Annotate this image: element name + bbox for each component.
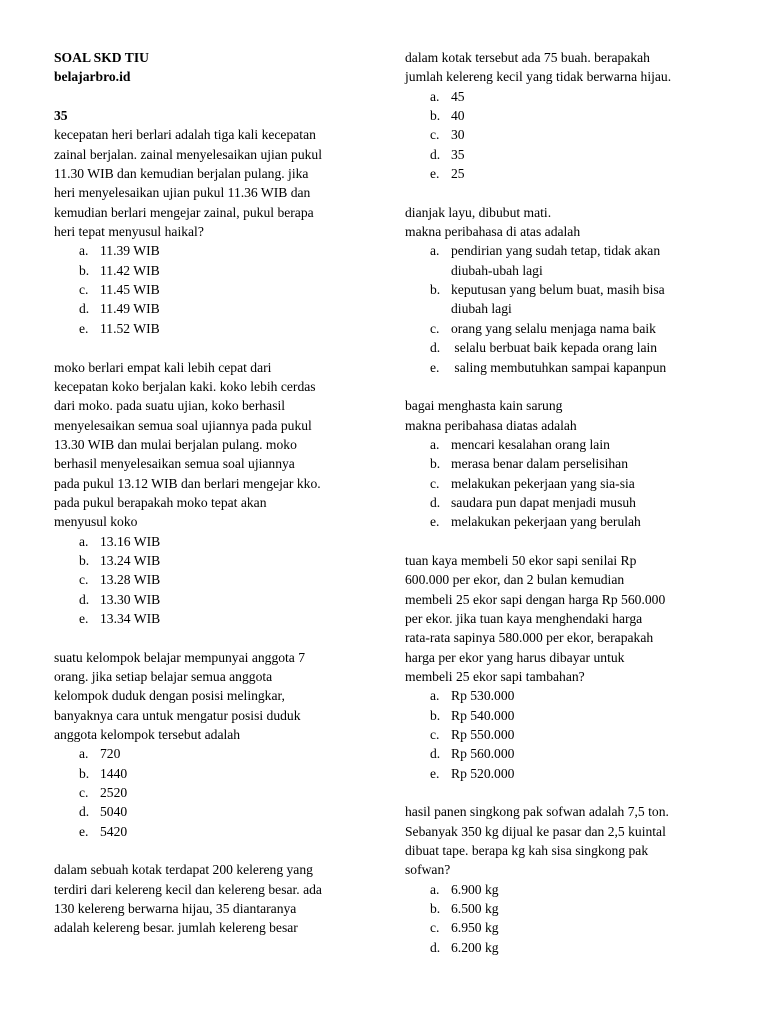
option-text: saling membutuhkan sampai kapanpun bbox=[451, 359, 667, 375]
question-1 bbox=[54, 125, 370, 338]
question-text: dalam sebuah kotak terdapat 200 kelereng yang bbox=[54, 862, 313, 878]
page-number: 35 bbox=[54, 108, 68, 124]
option-label: d. bbox=[79, 301, 90, 317]
question-text: suatu kelompok belajar mempunyai anggota 7 bbox=[54, 649, 306, 665]
option-label: c. bbox=[79, 282, 89, 298]
option-label: e. bbox=[430, 166, 440, 182]
option-text: saudara pun dapat menjadi musuh bbox=[451, 494, 636, 510]
option-label: b. bbox=[79, 765, 90, 781]
option-label: e. bbox=[79, 823, 89, 839]
option-label: c. bbox=[79, 572, 89, 588]
question-text: harga per ekor yang harus dibayar untuk bbox=[405, 649, 625, 665]
option-text: selalu berbuat baik kepada orang lain bbox=[451, 340, 658, 356]
option-label: d. bbox=[430, 939, 441, 955]
option-b bbox=[405, 899, 725, 918]
question-text: 13.30 WIB dan mulai berjalan pulang. moko bbox=[54, 436, 297, 452]
option-a bbox=[405, 87, 725, 106]
option-label: d. bbox=[79, 804, 90, 820]
question-text: bagai menghasta kain sarung bbox=[405, 398, 563, 414]
question-5 bbox=[405, 203, 725, 377]
option-text: 25 bbox=[451, 166, 465, 182]
option-d bbox=[405, 338, 725, 357]
option-c bbox=[405, 725, 725, 744]
spacer bbox=[405, 377, 725, 396]
option-text: Rp 560.000 bbox=[451, 746, 515, 762]
question-text: per ekor. jika tuan kaya menghendaki harga bbox=[405, 610, 643, 626]
option-text: pendirian yang sudah tetap, tidak akan bbox=[451, 243, 661, 259]
option-e bbox=[54, 609, 370, 628]
option-e bbox=[54, 319, 370, 338]
option-b bbox=[54, 764, 370, 783]
option-a bbox=[405, 241, 725, 260]
option-a bbox=[405, 435, 725, 454]
option-label: d. bbox=[430, 340, 441, 356]
option-text: 1440 bbox=[100, 765, 128, 781]
option-label: e. bbox=[430, 514, 440, 530]
question-text: jumlah kelereng kecil yang tidak berwarna hijau. bbox=[405, 69, 672, 85]
question-text: rata-rata sapinya 580.000 per ekor, berapakah bbox=[405, 630, 654, 646]
question-text: orang. jika setiap belajar semua anggota bbox=[54, 669, 273, 684]
option-a bbox=[54, 744, 370, 763]
option-d bbox=[54, 299, 370, 318]
option-d bbox=[54, 590, 370, 609]
question-text: heri menyelesaikan ujian pukul 11.36 WIB dan bbox=[54, 185, 311, 201]
option-label: e. bbox=[79, 610, 89, 626]
option-text: 6.950 kg bbox=[451, 920, 499, 936]
question-text: anggota kelompok tersebut adalah bbox=[54, 727, 241, 743]
option-text: 11.52 WIB bbox=[100, 320, 160, 336]
option-text: 13.28 WIB bbox=[100, 572, 161, 588]
option-b bbox=[54, 551, 370, 570]
option-label: c. bbox=[430, 475, 440, 491]
question-text: berhasil menyelesaikan semua soal ujiannya bbox=[54, 456, 295, 472]
option-label: b. bbox=[79, 262, 90, 278]
option-label: a. bbox=[430, 436, 440, 452]
option-label: c. bbox=[430, 320, 440, 336]
option-label: b. bbox=[79, 552, 90, 568]
question-2 bbox=[54, 358, 370, 629]
option-d bbox=[405, 744, 725, 763]
option-text: 5040 bbox=[100, 804, 128, 820]
option-text: 45 bbox=[451, 88, 465, 104]
option-label: a. bbox=[430, 243, 440, 259]
option-text: 13.24 WIB bbox=[100, 552, 161, 568]
spacer bbox=[405, 532, 725, 551]
option-text: melakukan pekerjaan yang berulah bbox=[451, 514, 641, 530]
option-e bbox=[405, 512, 725, 531]
option-d bbox=[405, 493, 725, 512]
question-text: pada pukul berapakah moko tepat akan bbox=[54, 494, 267, 510]
option-continuation: diubah lagi bbox=[451, 301, 512, 317]
option-text: 13.16 WIB bbox=[100, 533, 161, 549]
option-text: 13.34 WIB bbox=[100, 610, 161, 626]
option-text: Rp 540.000 bbox=[451, 707, 515, 723]
question-text: pada pukul 13.12 WIB dan berlari mengejar kko. bbox=[54, 475, 321, 491]
option-text: Rp 520.000 bbox=[451, 765, 515, 781]
question-text: sofwan? bbox=[405, 862, 451, 878]
option-c bbox=[405, 319, 725, 338]
question-text: heri tepat menyusul haikal? bbox=[54, 224, 204, 240]
question-text: kelompok duduk dengan posisi melingkar, bbox=[54, 688, 285, 704]
option-text: Rp 550.000 bbox=[451, 727, 515, 743]
option-label: d. bbox=[79, 591, 90, 607]
option-c bbox=[405, 125, 725, 144]
question-text: 130 kelereng berwarna hijau, 35 diantaranya bbox=[54, 901, 297, 917]
question-text: dibuat tape. berapa kg kah sisa singkong pak bbox=[405, 843, 649, 859]
question-7 bbox=[405, 551, 725, 783]
spacer bbox=[54, 338, 370, 357]
option-text: 2520 bbox=[100, 785, 128, 801]
right-column bbox=[405, 48, 725, 957]
question-text: 600.000 per ekor, dan 2 bulan kemudian bbox=[405, 572, 625, 588]
option-text: merasa benar dalam perselisihan bbox=[451, 456, 629, 472]
question-text: membeli 25 ekor sapi tambahan? bbox=[405, 669, 585, 684]
option-label: a. bbox=[79, 533, 89, 549]
question-text: menyelesaikan semua soal ujiannya pada pukul bbox=[54, 417, 312, 433]
option-a bbox=[405, 880, 725, 899]
option-c bbox=[405, 474, 725, 493]
question-text: terdiri dari kelereng kecil dan kelereng besar. ada bbox=[54, 881, 322, 897]
option-text: Rp 530.000 bbox=[451, 688, 515, 704]
option-d bbox=[405, 938, 725, 957]
question-text: kecepatan heri berlari adalah tiga kali kecepatan bbox=[54, 127, 316, 143]
question-text: hasil panen singkong pak sofwan adalah 7,5 ton. bbox=[405, 804, 669, 820]
option-c bbox=[405, 918, 725, 937]
question-3 bbox=[54, 648, 370, 841]
option-label: b. bbox=[430, 108, 441, 124]
question-text: membeli 25 ekor sapi dengan harga Rp 560.000 bbox=[405, 591, 666, 607]
question-text: adalah kelereng besar. jumlah kelereng besar bbox=[54, 920, 298, 936]
option-label: e. bbox=[79, 320, 89, 336]
option-e bbox=[405, 164, 725, 183]
option-text: 35 bbox=[451, 146, 465, 162]
option-label: e. bbox=[430, 359, 440, 375]
left-column bbox=[54, 48, 370, 938]
option-text: 11.42 WIB bbox=[100, 262, 160, 278]
option-label: d. bbox=[430, 146, 441, 162]
question-text: dari moko. pada suatu ujian, koko berhasil bbox=[54, 398, 286, 414]
question-text: banyaknya cara untuk mengatur posisi duduk bbox=[54, 707, 301, 723]
option-text: mencari kesalahan orang lain bbox=[451, 436, 610, 452]
option-a bbox=[54, 241, 370, 260]
question-text: Sebanyak 350 kg dijual ke pasar dan 2,5 kuintal bbox=[405, 823, 666, 839]
question-text: kecepatan koko berjalan kaki. koko lebih cerdas bbox=[54, 378, 316, 394]
option-c bbox=[54, 570, 370, 589]
option-label: b. bbox=[430, 901, 441, 917]
option-a bbox=[405, 686, 725, 705]
option-label: a. bbox=[430, 688, 440, 704]
option-text: 5420 bbox=[100, 823, 128, 839]
option-label: a. bbox=[430, 88, 440, 104]
question-text: makna peribahasa di atas adalah bbox=[405, 224, 581, 240]
option-label: e. bbox=[430, 765, 440, 781]
option-text: keputusan yang belum buat, masih bisa bbox=[451, 282, 665, 298]
site-name: belajarbro.id bbox=[54, 69, 131, 85]
question-text: zainal berjalan. zainal menyelesaikan ujian pukul bbox=[54, 146, 322, 162]
option-b bbox=[405, 454, 725, 473]
option-text: 30 bbox=[451, 127, 465, 143]
option-a bbox=[54, 532, 370, 551]
spacer bbox=[54, 87, 370, 106]
option-d bbox=[405, 145, 725, 164]
option-label: b. bbox=[430, 282, 441, 298]
option-text: 11.49 WIB bbox=[100, 301, 160, 317]
question-text: tuan kaya membeli 50 ekor sapi senilai Rp bbox=[405, 552, 637, 568]
option-text: 720 bbox=[100, 746, 121, 762]
option-label: b. bbox=[430, 456, 441, 472]
option-label: b. bbox=[430, 707, 441, 723]
spacer bbox=[405, 783, 725, 802]
option-text: 6.900 kg bbox=[451, 881, 499, 897]
option-label: a. bbox=[79, 243, 89, 259]
option-label: c. bbox=[430, 127, 440, 143]
question-text: makna peribahasa diatas adalah bbox=[405, 417, 577, 433]
question-4-part-1 bbox=[54, 860, 370, 937]
option-label: c. bbox=[430, 920, 440, 936]
option-c bbox=[54, 280, 370, 299]
option-continuation: diubah-ubah lagi bbox=[451, 262, 543, 278]
option-text: orang yang selalu menjaga nama baik bbox=[451, 320, 656, 336]
question-text: moko berlari empat kali lebih cepat dari bbox=[54, 359, 272, 375]
option-text: 6.500 kg bbox=[451, 901, 499, 917]
option-e bbox=[405, 358, 725, 377]
option-label: c. bbox=[79, 785, 89, 801]
option-label: c. bbox=[430, 727, 440, 743]
option-d bbox=[54, 802, 370, 821]
option-label: a. bbox=[79, 746, 89, 762]
option-b bbox=[405, 106, 725, 125]
option-text: 11.45 WIB bbox=[100, 282, 160, 298]
option-text: 40 bbox=[451, 108, 465, 124]
option-b bbox=[405, 280, 725, 299]
option-label: d. bbox=[430, 746, 441, 762]
question-4-part-2 bbox=[405, 48, 725, 183]
question-text: 11.30 WIB dan kemudian berjalan pulang. jika bbox=[54, 166, 309, 182]
option-b bbox=[405, 706, 725, 725]
spacer bbox=[54, 628, 370, 647]
spacer bbox=[54, 841, 370, 860]
option-text: 11.39 WIB bbox=[100, 243, 160, 259]
question-8 bbox=[405, 802, 725, 957]
question-text: dalam kotak tersebut ada 75 buah. berapakah bbox=[405, 50, 650, 65]
option-label: a. bbox=[430, 881, 440, 897]
document-title: SOAL SKD TIU bbox=[54, 50, 149, 65]
option-e bbox=[54, 822, 370, 841]
option-text: 13.30 WIB bbox=[100, 591, 161, 607]
option-c bbox=[54, 783, 370, 802]
question-text: dianjak layu, dibubut mati. bbox=[405, 204, 552, 220]
option-b bbox=[54, 261, 370, 280]
question-text: menyusul koko bbox=[54, 514, 138, 530]
option-text: 6.200 kg bbox=[451, 939, 499, 955]
option-text: melakukan pekerjaan yang sia-sia bbox=[451, 475, 635, 491]
question-text: kemudian berlari mengejar zainal, pukul berapa bbox=[54, 204, 314, 220]
question-6 bbox=[405, 396, 725, 531]
spacer bbox=[405, 183, 725, 202]
option-e bbox=[405, 764, 725, 783]
option-label: d. bbox=[430, 494, 441, 510]
